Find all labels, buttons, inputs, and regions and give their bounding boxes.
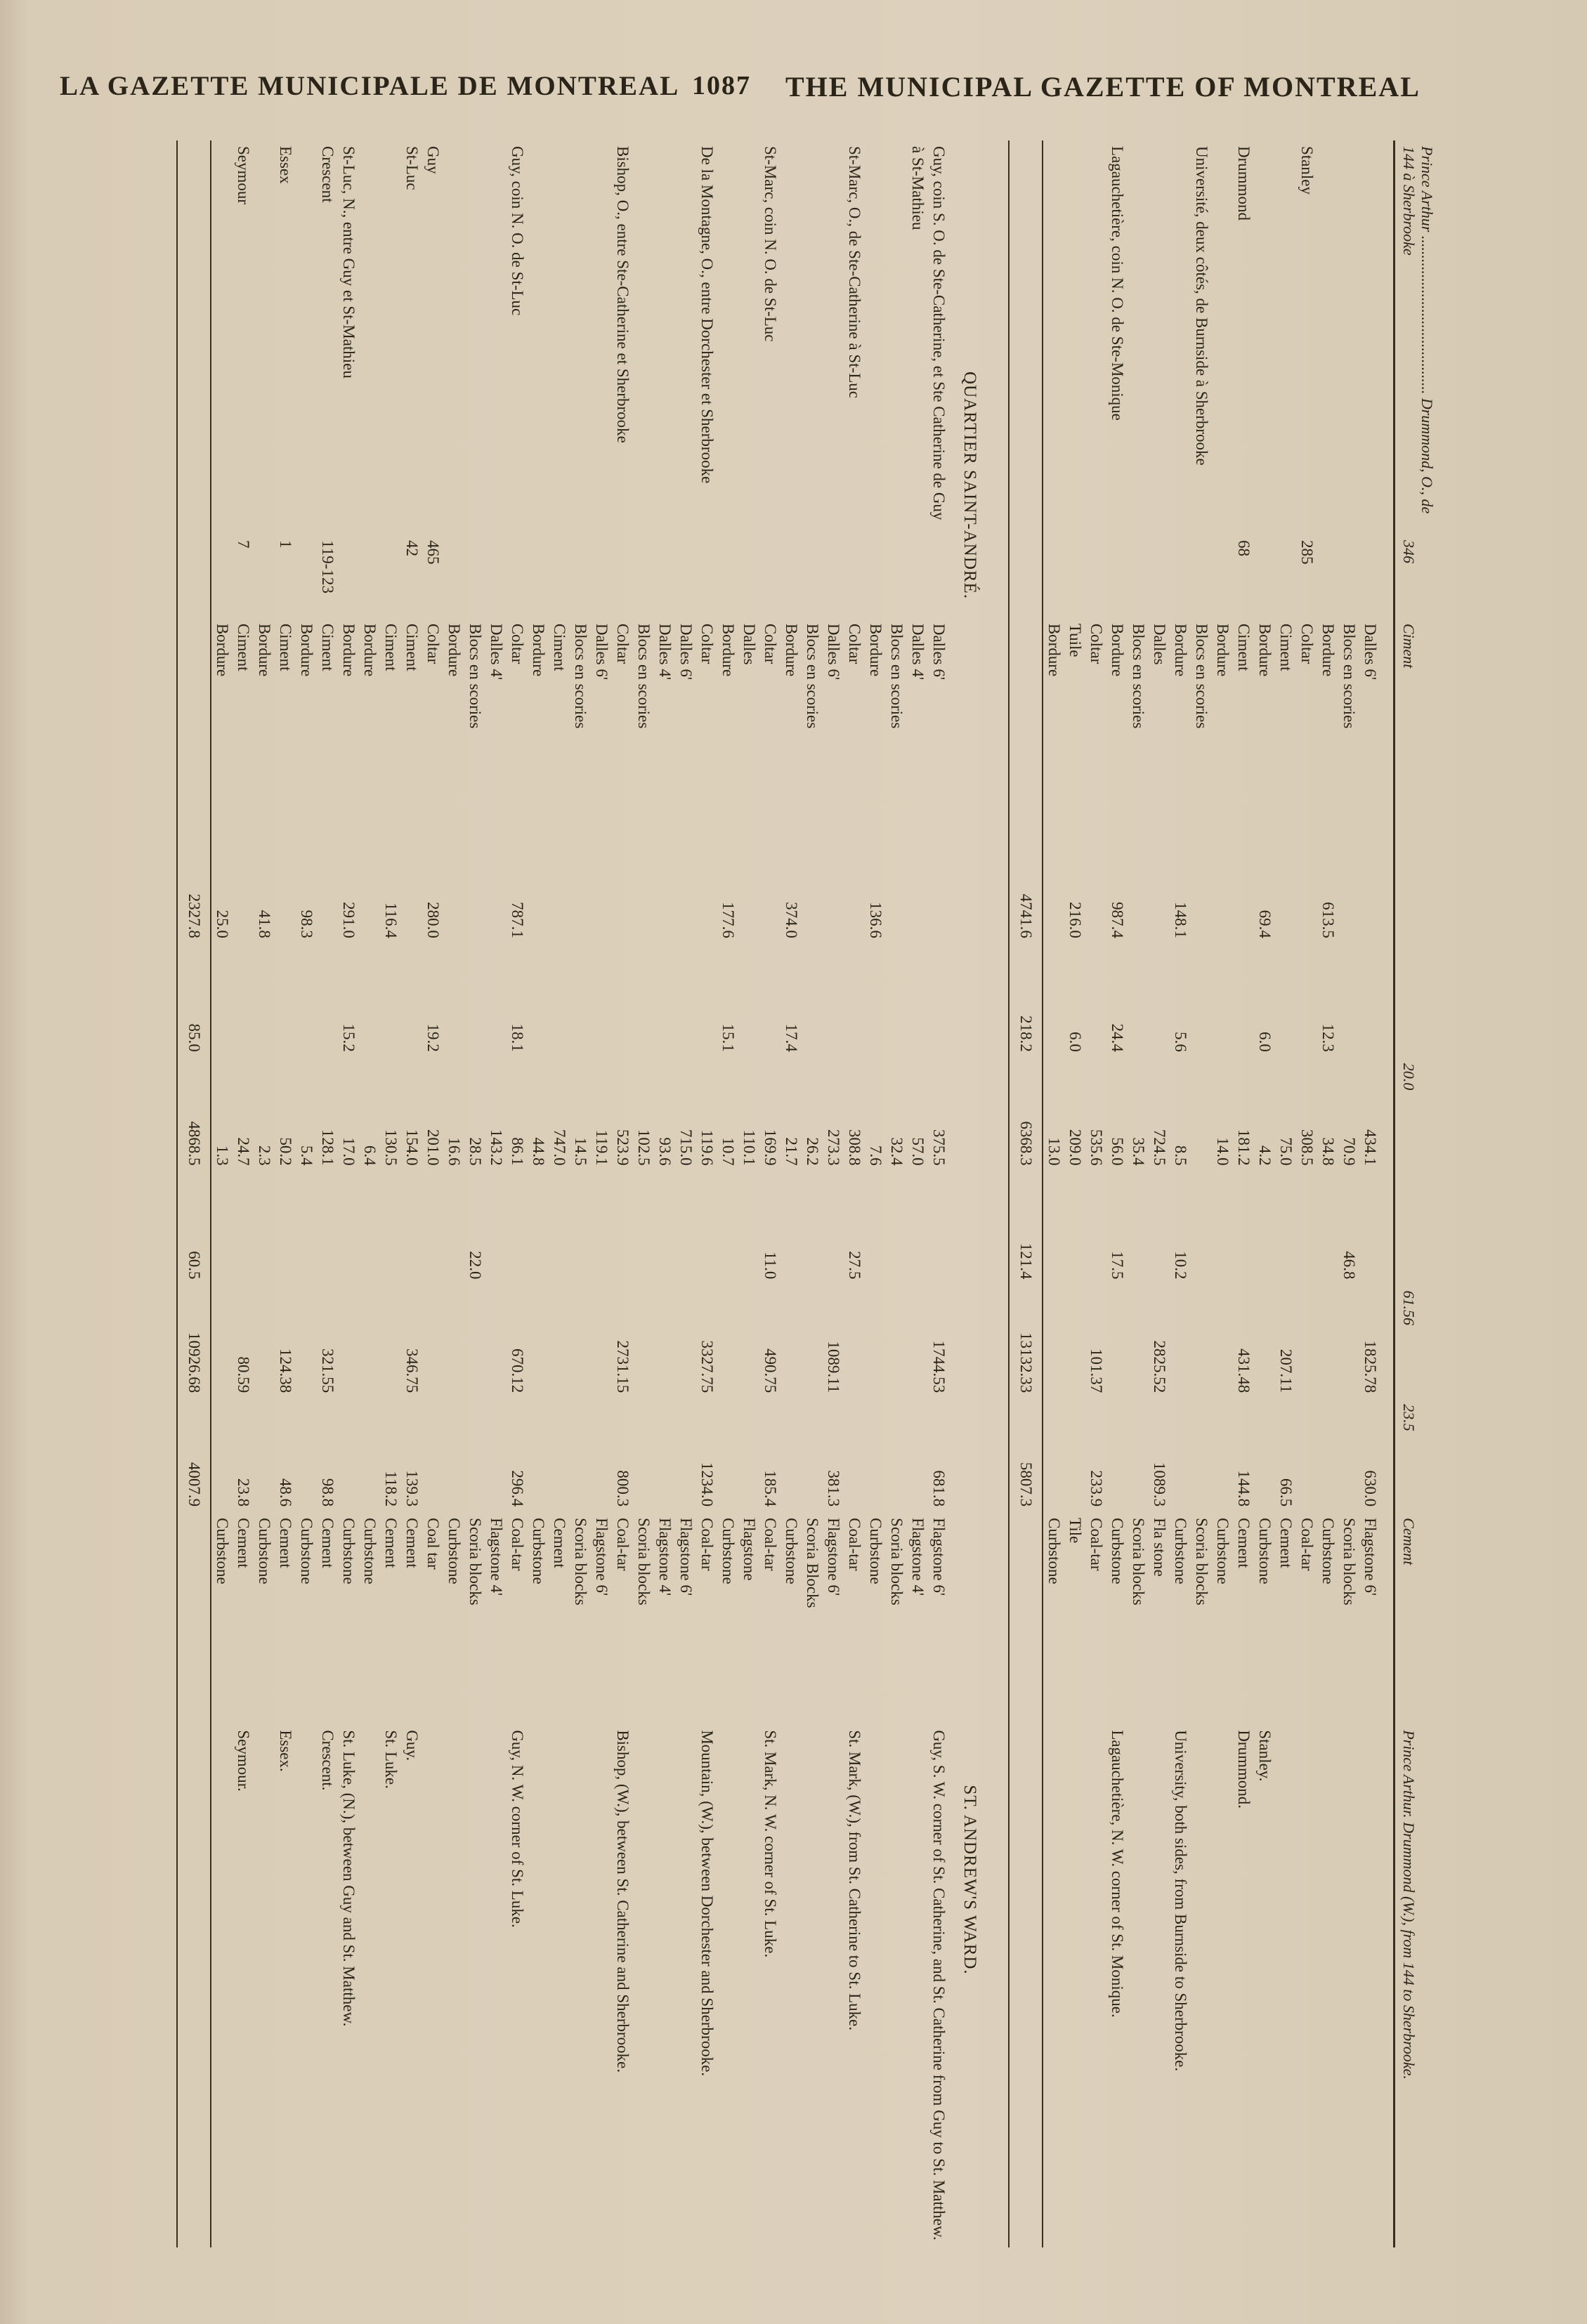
street-fr-cell: Guy, coin N. O. de St-Luc: [509, 146, 526, 316]
material-fr-cell: Coltar Ciment Ciment Bordure: [361, 623, 442, 677]
street-en-cell: St. Mark, N. W. corner of St. Luke.: [762, 1730, 779, 1958]
street-fr-cell: De la Montagne, O., entre Dorchester et Sherbrooke: [698, 146, 716, 484]
qty6-cell: 56.0 535.6 209.0 13.0: [1045, 1129, 1126, 1166]
street-fr-cell: Bishop, O., entre Ste-Catherine et Sherbrooke: [614, 146, 632, 443]
qty9-cell: 48.6: [277, 1478, 294, 1507]
qty6-cell: 50.2 2.3: [256, 1137, 294, 1166]
qty9-cell: [338, 1398, 359, 1512]
material-en-cell: Coal-tar Flagstone 6' Scoria blocks Cement Curbstone: [530, 1518, 632, 1606]
street-fr-cell: Lagauchetière, coin N. O. de Ste-Monique: [1109, 146, 1126, 421]
qty7-cell: [865, 1171, 949, 1285]
street-en-cell: St. Luke, (N.), between Guy and St. Matthew.: [340, 1730, 358, 2027]
qty8-cell: 490.75: [762, 1348, 779, 1393]
table-row: [254, 140, 296, 2247]
total-row: [177, 140, 211, 2247]
street-fr-cell: Crescent: [319, 146, 337, 203]
qty9-cell: 185.4: [762, 1470, 779, 1507]
qty7-cell: [211, 1171, 254, 1285]
qty6-cell: 128.1 5.4: [298, 1129, 337, 1166]
number-cell: [1009, 534, 1043, 618]
ward-heading-en: ST. ANDREW'S WARD.: [960, 1785, 979, 1975]
qty4-cell: 2327.8: [177, 830, 211, 944]
table-row: [443, 140, 528, 2247]
qty5-cell: 18.1: [509, 1023, 526, 1052]
header-street-en: Prince Arthur. Drummond (W.), from 144 to Sherbrooke.: [1395, 1724, 1441, 2247]
street-fr-cell: Drummond: [1235, 146, 1253, 221]
material-en-cell: Cement Curbstone: [214, 1518, 252, 1584]
qty7-cell: 11.0: [762, 1252, 779, 1280]
header-col6: 20.0: [1395, 1058, 1441, 1171]
qty5-cell: 85.0: [177, 944, 211, 1058]
number-cell: [1043, 534, 1128, 618]
street-en-cell: [1009, 1724, 1043, 2247]
qty9-cell: 1089.3: [1151, 1462, 1168, 1507]
qty8-cell: 670.12: [509, 1348, 526, 1393]
qty8-cell: 321.55: [319, 1348, 337, 1393]
qty5-cell: 19.2: [424, 1023, 442, 1052]
street-fr-cell: St-Luc, N., entre Guy et St-Mathieu: [340, 146, 358, 379]
qty8-cell: 80.59: [235, 1356, 252, 1393]
number-cell: 119-123: [319, 540, 337, 593]
qty9-cell: 4007.9: [177, 1398, 211, 1512]
qty6-cell: 308.5 75.0 4.2: [1256, 1129, 1316, 1166]
qty9-cell: 296.4: [509, 1470, 526, 1507]
qty6-cell: 201.0 154.0 130.5 6.4: [361, 1129, 442, 1166]
street-fr-cell: Guy, coin S. O. de Ste-Catherine, et Ste Catherine de Guy à St-Mathieu: [909, 146, 948, 520]
material-fr-cell: Coltar Dalles 4' Blocs en scories Bordure: [445, 623, 526, 729]
qty7-cell: 17.5: [1109, 1251, 1126, 1280]
qty6-cell: 119.6 715.0 93.6 102.5: [635, 1129, 716, 1166]
table-header-row: [1395, 140, 1441, 2247]
street-en-cell: Lagauchetière, N. W. corner of St. Monique.: [1109, 1730, 1126, 2018]
street-fr-cell: [1317, 140, 1395, 534]
qty8-cell: 431.48: [1235, 1348, 1253, 1393]
qty6-cell: 4868.5: [177, 1058, 211, 1171]
qty8-cell: 10926.68: [177, 1285, 211, 1398]
qty4-cell: 136.6: [867, 902, 884, 938]
table-row: [717, 140, 781, 2247]
material-en-cell: Coal-tar Flagstone Curbstone: [719, 1518, 779, 1584]
number-cell: [338, 534, 359, 618]
material-fr-cell: Ciment Bordure: [1214, 623, 1253, 677]
qty5-cell: [528, 944, 633, 1058]
qty7-cell: 46.8: [1340, 1251, 1358, 1280]
qty5-cell: 12.3: [1319, 1023, 1337, 1052]
material-fr-cell: Ciment Bordure: [256, 623, 294, 677]
material-fr-cell: Coltar Dalles Bordure: [719, 623, 779, 677]
material-en-cell: Flagstone 6' Scoria blocks Curbstone: [1319, 1518, 1379, 1606]
number-cell: [1128, 534, 1212, 618]
material-en-cell: [177, 1512, 211, 1724]
number-cell: 465 42: [403, 540, 442, 565]
rotated-table-block: [63, 140, 1440, 2247]
table-row: [1212, 140, 1254, 2247]
qty5-cell: 218.2: [1009, 944, 1043, 1058]
street-en-cell: Seymour.: [235, 1730, 252, 1792]
qty9-cell: 1234.0: [698, 1462, 716, 1507]
street-en-cell: Mountain, (W.), between Dorchester and Sherbrooke.: [698, 1730, 716, 2077]
street-fr-cell: [1009, 140, 1043, 534]
table-row: [1043, 140, 1128, 2247]
qty7-cell: [359, 1171, 443, 1285]
qty4-cell: 148.1: [1172, 902, 1189, 938]
qty5-cell: 15.2: [340, 1023, 358, 1052]
material-fr-cell: Coltar Dalles 6' Blocs en scories Ciment Bordure: [530, 623, 632, 729]
qty7-cell: [338, 1171, 359, 1285]
street-en-cell: Stanley.: [1256, 1730, 1274, 1782]
material-fr-cell: Dalles 6' Blocs en scories Bordure: [1319, 623, 1379, 729]
table-row: [781, 140, 865, 2247]
qty9-cell: 144.8: [1235, 1470, 1253, 1507]
material-en-cell: Curbstone: [340, 1518, 358, 1584]
qty8-cell: 2731.15: [614, 1340, 632, 1393]
street-en-cell: Crescent.: [319, 1730, 337, 1791]
qty7-cell: [1254, 1171, 1317, 1285]
street-fr-cell: Université, deux côtés, de Burnside à Sherbrooke: [1193, 146, 1210, 466]
material-fr-cell: Bordure: [340, 623, 358, 677]
street-fr-cell: Stanley: [1298, 146, 1316, 195]
street-en-cell: Essex.: [277, 1730, 294, 1772]
ward-heading-row: [949, 140, 1009, 2247]
qty4-cell: [1212, 830, 1254, 944]
qty6-cell: 181.2 14.0: [1214, 1129, 1253, 1166]
header-col5: [1395, 944, 1441, 1058]
qty4-cell: 374.0: [783, 902, 800, 938]
qty9-cell: 139.3 118.2: [382, 1470, 421, 1507]
number-cell: [781, 534, 865, 618]
qty6-cell: 523.9 119.1 14.5 747.0 44.8: [530, 1129, 632, 1166]
qty4-cell: 41.8: [256, 910, 273, 938]
qty6-cell: 24.7 1.3: [214, 1137, 252, 1166]
qty5-cell: 5.6: [1172, 1031, 1189, 1052]
qty8-cell: 1089.11: [825, 1341, 842, 1393]
qty9-cell: 98.8: [319, 1478, 337, 1507]
table-row: [633, 140, 717, 2247]
qty4-cell: 177.6: [719, 902, 737, 938]
qty4-cell: 25.0: [214, 910, 231, 938]
material-fr-cell: Dalles 6' Dalles 4' Blocs en scories Bordure: [867, 623, 948, 729]
qty8-cell: 124.38: [277, 1348, 294, 1393]
qty9-cell: 233.9: [1088, 1470, 1105, 1507]
qty5-cell: 24.4 6.0: [1066, 1023, 1126, 1052]
number-cell: 285: [1298, 540, 1316, 565]
ward-heading-fr: QUARTIER SAINT-ANDRÉ.: [960, 371, 979, 600]
qty7-cell: [254, 1171, 296, 1285]
french-running-head: LA GAZETTE MUNICIPALE DE MONTREAL: [60, 71, 680, 101]
qty5-cell: [1212, 944, 1254, 1058]
street-works-table: [176, 140, 1440, 2247]
street-en-cell: Guy, S. W. corner of St. Catherine, and St. Catherine from Guy to St. Matthew.: [930, 1730, 948, 2240]
number-cell: [1317, 534, 1395, 618]
street-fr-cell: St-Marc, coin N. O. de St-Luc: [762, 146, 779, 342]
qty7-cell: 60.5: [177, 1171, 211, 1285]
qty5-cell: [633, 944, 717, 1058]
header-number: 346: [1395, 534, 1441, 618]
header-col7: [1395, 1171, 1441, 1285]
material-fr-cell: Coltar Dalles 6' Dalles 4' Blocs en scories: [635, 623, 716, 729]
number-cell: 7: [235, 540, 252, 549]
qty8-cell: 1825.78: [1361, 1340, 1379, 1393]
number-cell: 1: [277, 540, 294, 549]
table-row: [865, 140, 949, 2247]
english-running-head: THE MUNICIPAL GAZETTE OF MONTREAL: [785, 71, 1421, 103]
number-cell: [528, 534, 633, 618]
number-cell: [865, 534, 949, 618]
material-en-cell: Coal-tar Flagstone 6' Scoria Blocks Curbstone: [783, 1518, 863, 1608]
qty7-cell: [1212, 1171, 1254, 1285]
qty4-cell: 787.1: [509, 902, 526, 938]
material-en-cell: Cement Curbstone: [1214, 1518, 1253, 1584]
street-fr-cell: St-Marc, O., de Ste-Catherine à St-Luc: [846, 146, 863, 398]
table-row: [528, 140, 633, 2247]
header-col9: 23.5: [1395, 1398, 1441, 1512]
table-row: [1128, 140, 1212, 2247]
qty7-cell: 27.5: [846, 1251, 863, 1280]
material-en-cell: [1009, 1512, 1043, 1724]
material-en-cell: Curbstone Coal-tar Tile Curbstone: [1045, 1518, 1126, 1584]
material-fr-cell: Ciment Bordure: [214, 623, 252, 677]
street-en-cell: Drummond.: [1235, 1730, 1253, 1809]
material-fr-cell: Blocs en scories Bordure Dalles Blocs en scories: [1130, 623, 1210, 729]
street-en-cell: St. Mark, (W.), from St. Catherine to St. Luke.: [846, 1730, 863, 2031]
qty6-cell: 17.0: [340, 1137, 358, 1166]
number-cell: [633, 534, 717, 618]
table-row: [296, 140, 338, 2247]
material-en-cell: Coal tar Cement Cement Curbstone: [361, 1518, 442, 1584]
qty9-cell: 381.3: [825, 1470, 842, 1507]
table-row: [211, 140, 254, 2247]
qty9-cell: 23.8: [235, 1478, 252, 1507]
qty5-cell: 17.4: [783, 1023, 800, 1052]
qty7-cell: [528, 1171, 633, 1285]
street-en-cell: Bishop, (W.), between St. Catherine and Sherbrooke.: [614, 1730, 632, 2073]
qty4-cell: 98.3: [298, 910, 315, 938]
number-cell: 68: [1235, 540, 1253, 557]
material-en-cell: Cement Curbstone: [256, 1518, 294, 1584]
number-cell: [443, 534, 528, 618]
street-en-cell: [1317, 1724, 1395, 2247]
qty5-cell: 6.0: [1256, 1031, 1274, 1052]
material-fr-cell: Ciment Bordure: [298, 623, 337, 677]
header-col4: [1395, 830, 1441, 944]
material-fr-cell: Coltar Dalles 6' Blocs en scories Bordure: [783, 623, 863, 729]
qty5-cell: [865, 944, 949, 1058]
street-en-cell: University, both sides, from Burnside to Sherbrooke.: [1172, 1730, 1189, 2072]
qty4-cell: 69.4: [1256, 910, 1274, 938]
street-fr-cell: Seymour: [235, 146, 252, 205]
qty9-cell: 66.5: [1277, 1478, 1295, 1507]
street-en-cell: Guy. St. Luke.: [382, 1730, 421, 1790]
qty6-cell: 86.1 143.2 28.5 16.6: [445, 1129, 526, 1166]
table-row: [338, 140, 359, 2247]
material-en-cell: Coal-tar Flagstone 4' Scoria blocks Curbstone: [445, 1518, 526, 1606]
table-row: [359, 140, 443, 2247]
qty9-cell: 681.8: [930, 1470, 948, 1507]
number-cell: [177, 534, 211, 618]
material-en-cell: Scoria blocks Curbstone Fla stone Scoria blocks: [1130, 1518, 1210, 1606]
qty8-cell: 101.37: [1088, 1348, 1105, 1393]
qty6-cell: 308.8 273.3 26.2 21.7: [783, 1129, 863, 1166]
table-row: [1254, 140, 1317, 2247]
qty8-cell: 13132.33: [1009, 1285, 1043, 1398]
material-fr-cell: [1009, 618, 1043, 830]
qty7-cell: [296, 1171, 338, 1285]
qty7-cell: 22.0: [466, 1251, 484, 1280]
qty4-cell: [633, 830, 717, 944]
street-en-cell: [177, 1724, 211, 2247]
qty8-cell: 3327.75: [698, 1340, 716, 1393]
header-material-en: Cement: [1395, 1512, 1441, 1724]
qty4-cell: 613.5: [1319, 902, 1337, 938]
street-fr-cell: [177, 140, 211, 534]
ward-spacer: [949, 830, 1009, 1512]
header-col8: 61.56: [1395, 1285, 1441, 1398]
qty6-cell: 169.9 110.1 10.7: [719, 1129, 779, 1166]
street-fr-cell: Essex: [277, 146, 294, 184]
qty9-cell: 630.0: [1361, 1470, 1379, 1507]
qty8-cell: 346.75: [403, 1348, 421, 1393]
qty7-cell: [633, 1171, 717, 1285]
qty8-cell: 1744.53: [930, 1340, 948, 1393]
page-number: 1087: [692, 71, 751, 100]
qty4-cell: 280.0 116.4: [382, 902, 442, 938]
qty6-cell: 375.5 57.0 32.4 7.6: [867, 1129, 948, 1166]
number-cell: [717, 534, 781, 618]
table-body: [177, 140, 1395, 2247]
qty4-cell: [528, 830, 633, 944]
qty4-cell: 4741.6: [1009, 830, 1043, 944]
material-en-cell: Flagstone 6' Flagstone 4' Scoria blocks Curbstone: [867, 1518, 948, 1606]
material-en-cell: Cement Curbstone: [298, 1518, 337, 1584]
qty6-cell: 434.1 70.9 34.8: [1319, 1129, 1379, 1166]
street-en-cell: Guy, N. W. corner of St. Luke.: [509, 1730, 526, 1928]
material-fr-cell: [177, 618, 211, 830]
qty8-cell: 2825.52: [1151, 1340, 1168, 1393]
qty6-cell: 8.5 724.5 35.4: [1130, 1129, 1189, 1166]
table-row: [1317, 140, 1395, 2247]
qty8-cell: [338, 1285, 359, 1398]
street-fr-cell: Guy St-Luc: [403, 146, 442, 190]
qty6-cell: 6368.3: [1009, 1058, 1043, 1171]
material-en-cell: Coal-tar Flagstone 6' Flagstone 4' Scoria blocks: [635, 1518, 716, 1606]
header-material-fr: Ciment: [1395, 618, 1441, 830]
material-en-cell: Coal-tar Cement Curbstone: [1256, 1518, 1316, 1584]
qty4-cell: 987.4 216.0: [1066, 902, 1126, 938]
qty5-cell: 15.1: [719, 1023, 737, 1052]
qty5-cell: [254, 944, 296, 1058]
material-fr-cell: Bordure Coltar Tuile Bordure: [1045, 623, 1126, 677]
qty8-cell: 207.11: [1277, 1348, 1295, 1393]
qty9-cell: 5807.3: [1009, 1398, 1043, 1512]
total-row: [1009, 140, 1043, 2247]
header-street-fr: Prince Arthur ......................................... Drummond, O., de 144 à Sherbrooke: [1395, 140, 1441, 534]
qty7-cell: 10.2: [1172, 1251, 1189, 1280]
qty7-cell: 121.4: [1009, 1171, 1043, 1285]
material-fr-cell: Coltar Ciment Bordure: [1256, 623, 1316, 677]
qty5-cell: [211, 944, 254, 1058]
qty9-cell: 800.3: [614, 1470, 632, 1507]
qty5-cell: [296, 944, 338, 1058]
qty4-cell: 291.0: [340, 902, 358, 938]
